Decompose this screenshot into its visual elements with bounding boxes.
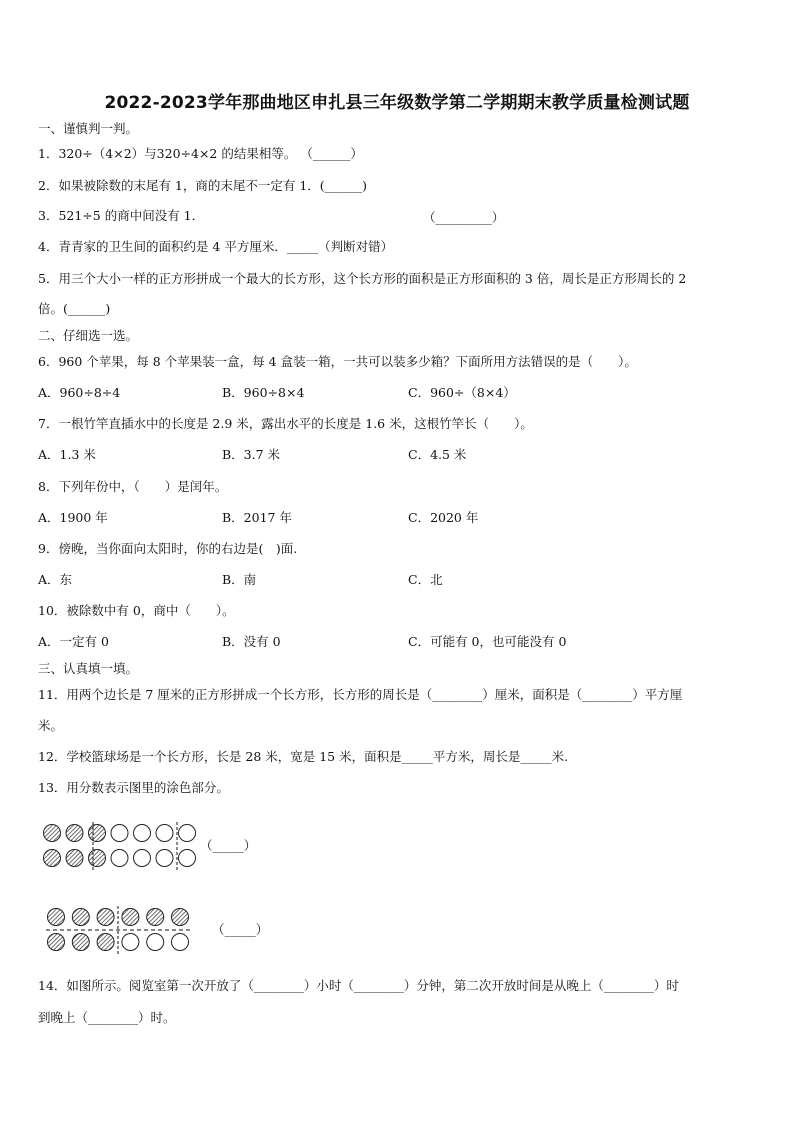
question-10-option-a: A．一定有 0: [38, 634, 109, 649]
unshaded-circle: [156, 825, 173, 842]
unshaded-circle: [111, 850, 128, 867]
question-10-option-b: B．没有 0: [222, 634, 281, 649]
question-8-option-c: C．2020 年: [408, 510, 479, 525]
unshaded-circle: [179, 850, 196, 867]
unshaded-circle: [134, 850, 151, 867]
question-6-option-a: A．960÷8÷4: [38, 385, 121, 400]
question-10: 10．被除数中有 0，商中（ ）。: [38, 603, 235, 618]
question-4: 4．青青家的卫生间的面积约是 4 平方厘米．_____（判断对错）: [38, 239, 394, 254]
question-8: 8．下列年份中，（ ）是闰年。: [38, 479, 228, 494]
section-heading-1: 一、谨慎判一判。: [38, 121, 139, 136]
question-7-option-a: A．1.3 米: [38, 447, 96, 462]
shaded-circle: [66, 825, 83, 842]
question-9-option-b: B．南: [222, 572, 257, 587]
circle-figure-1: [40, 820, 200, 872]
circle-figure-2: [44, 904, 194, 956]
question-7: 7．一根竹竿直插水中的长度是 2.9 米，露出水平的长度是 1.6 米，这根竹竿长（ ）。: [38, 416, 533, 431]
figure-1-answer-blank: （_____）: [200, 838, 257, 853]
question-9-option-c: C．北: [408, 572, 443, 587]
unshaded-circle: [179, 825, 196, 842]
question-3: 3．521÷5 的商中间没有 1．: [38, 208, 205, 223]
question-2: 2．如果被除数的末尾有 1，商的末尾不一定有 1．(______): [38, 178, 368, 193]
question-7-option-c: C．4.5 米: [408, 447, 467, 462]
unshaded-circle: [147, 934, 164, 951]
shaded-circle: [89, 825, 106, 842]
shaded-circle: [97, 934, 114, 951]
shaded-circle: [48, 934, 65, 951]
unshaded-circle: [172, 934, 189, 951]
unshaded-circle: [111, 825, 128, 842]
shaded-circle: [97, 909, 114, 926]
question-7-option-b: B．3.7 米: [222, 447, 281, 462]
shaded-circle: [72, 909, 89, 926]
question-12: 12．学校篮球场是一个长方形，长是 28 米，宽是 15 米，面积是_____平方米，周长是_____米.: [38, 749, 569, 764]
shaded-circle: [89, 850, 106, 867]
shaded-circle: [66, 850, 83, 867]
question-9-option-a: A．东: [38, 572, 73, 587]
shaded-circle: [44, 850, 61, 867]
question-10-option-c: C．可能有 0，也可能没有 0: [408, 634, 567, 649]
question-5: 5．用三个大小一样的正方形拼成一个最大的长方形，这个长方形的面积是正方形面积的 3 倍，周长是正方形周长的 2: [38, 271, 687, 286]
shaded-circle: [44, 825, 61, 842]
question-3-blank: （_________）: [423, 210, 505, 225]
section-heading-3: 三、认真填一填。: [38, 661, 139, 676]
shaded-circle: [172, 909, 189, 926]
question-6-option-c: C．960÷（8×4）: [408, 385, 516, 400]
question-8-option-a: A．1900 年: [38, 510, 108, 525]
question-1: 1．320÷（4×2）与320÷4×2 的结果相等。 （______）: [38, 146, 363, 161]
question-5-cont: 倍。(______): [38, 301, 111, 316]
question-11-cont: 米。: [38, 718, 64, 733]
figure-2-answer-blank: （_____）: [212, 922, 269, 937]
shaded-circle: [72, 934, 89, 951]
question-13: 13．用分数表示图里的涂色部分。: [38, 780, 229, 795]
page-title: 2022-2023学年那曲地区申扎县三年级数学第二学期期末教学质量检测试题: [104, 93, 690, 113]
unshaded-circle: [156, 850, 173, 867]
unshaded-circle: [122, 934, 139, 951]
question-14: 14．如图所示。阅览室第一次开放了（________）小时（________）分钟，第二次开放时间是从晚上（________）时: [38, 978, 679, 993]
shaded-circle: [122, 909, 139, 926]
question-6-option-b: B．960÷8×4: [222, 385, 305, 400]
question-11: 11．用两个边长是 7 厘米的正方形拼成一个长方形，长方形的周长是（________）厘米，面积是（________）平方厘: [38, 687, 683, 702]
question-14-cont: 到晚上（________）时。: [38, 1010, 176, 1025]
question-9: 9．傍晚，当你面向太阳时，你的右边是( )面.: [38, 541, 298, 556]
shaded-circle: [48, 909, 65, 926]
question-6: 6．960 个苹果，每 8 个苹果装一盒，每 4 盒装一箱，一共可以装多少箱？下面所用方法错误的是（ ）。: [38, 354, 637, 369]
shaded-circle: [147, 909, 164, 926]
unshaded-circle: [134, 825, 151, 842]
section-heading-2: 二、仔细选一选。: [38, 328, 139, 343]
question-8-option-b: B．2017 年: [222, 510, 292, 525]
